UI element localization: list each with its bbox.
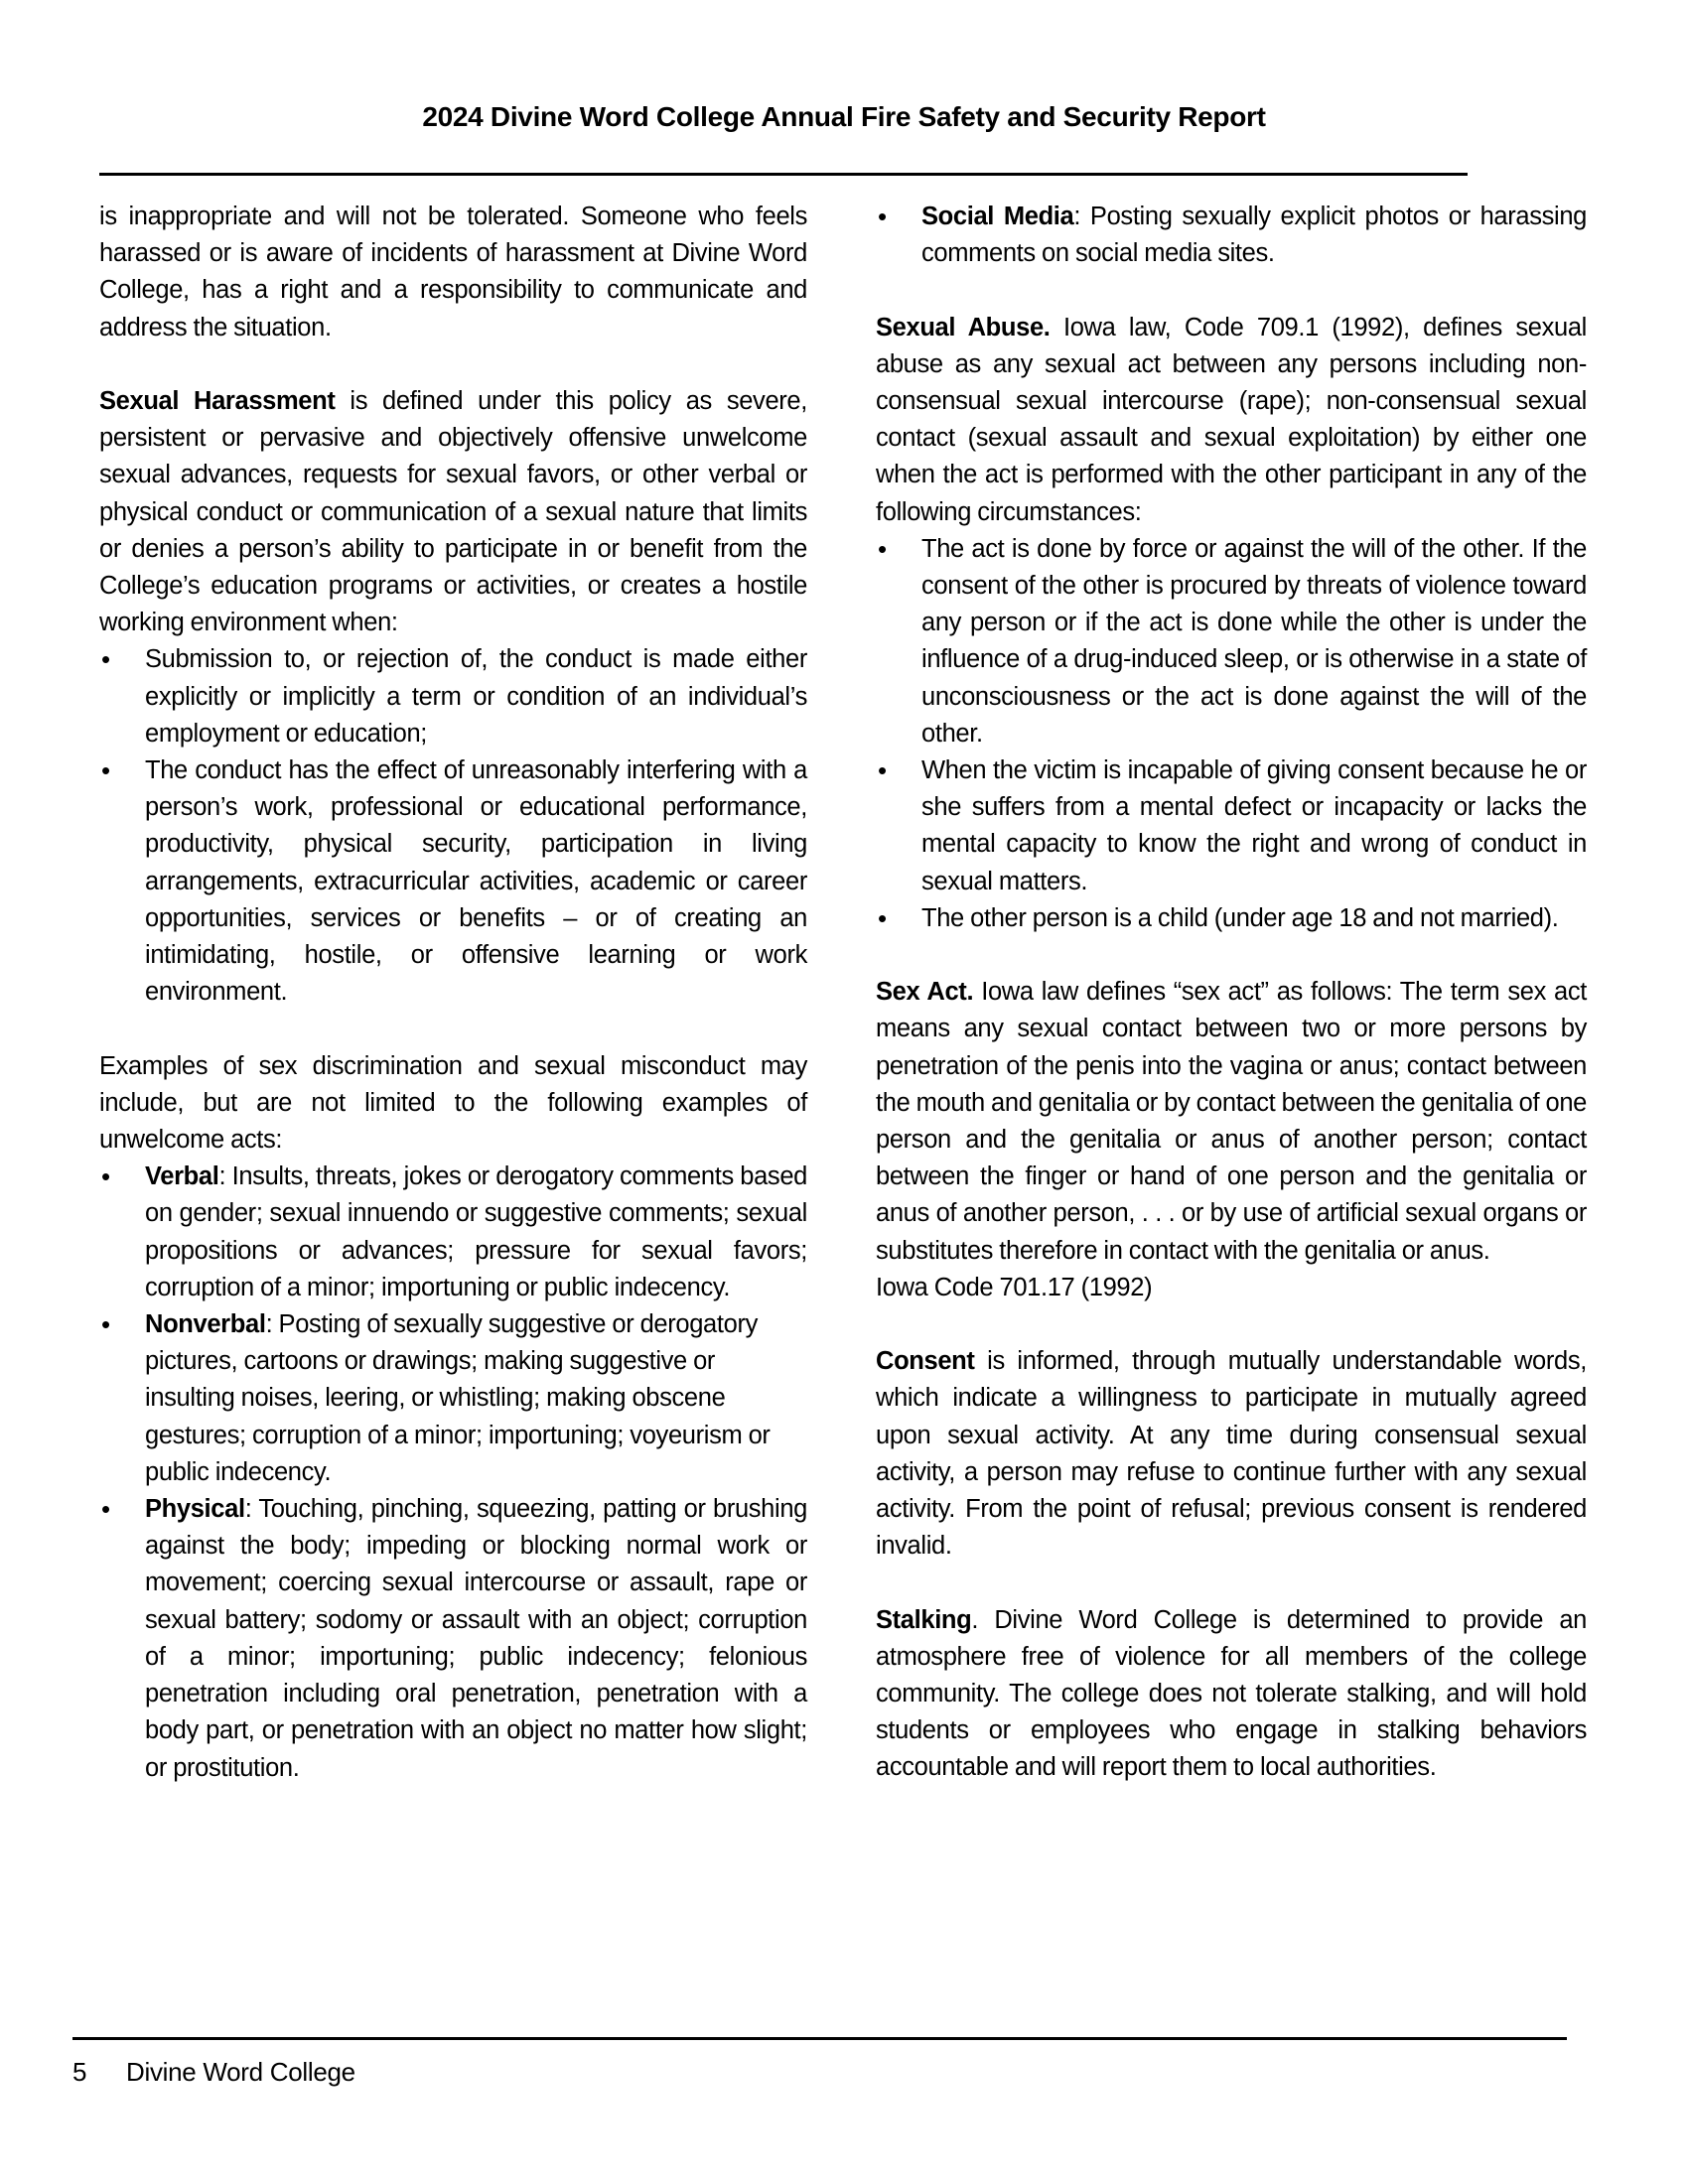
stalking-text: . Divine Word College is determined to provide an atmosphere free of violence for all members of the college community. The college does not tolerate stalking, and will hold students or employees who engage in stalking behaviors accountable and will report them to local authorities. [876, 1605, 1587, 1782]
consent-term: Consent [876, 1347, 975, 1376]
page-footer [72, 2057, 355, 2088]
sexual-harassment-term: Sexual Harassment [99, 387, 336, 415]
list-item: • The conduct has the effect of unreasonably interfering with a person’s work, professional or educational performance, productivity, physical security, participation in living arrangements, extracurricular activities, academic or career opportunities, services or benefits – or of creating an intimidating, hostile, or offensive learning or work environment. [99, 752, 807, 1011]
sex-act-definition: Iowa law defines “sex act” as follows: The term sex act means any sexual contact between two or more persons by penetration of the penis into the vagina or anus; contact between the mouth and genitalia or by contact between the genitalia of one person and the genitalia or anus of another person; contact between the finger or hand of one person and the genitalia or anus of another person, . . . or by use of artificial sexual organs or substitutes therefore in contact with the genitalia or anus. [876, 978, 1587, 1265]
nonverbal-text: : Posting of sexually suggestive or derogatory pictures, cartoons or drawings; making suggestive or insulting noises, leering, or whistling; making obscene gestures; corruption of a minor; importuning; voyeurism or public indecency. [145, 1310, 771, 1486]
stalking-paragraph [876, 1602, 1587, 1787]
left-column [99, 199, 807, 1787]
examples-list [99, 1159, 807, 1786]
sex-act-citation: Iowa Code 701.17 (1992) [876, 1273, 1153, 1301]
sexual-harassment-definition: is defined under this policy as severe, persistent or pervasive and objectively offensive unwelcome sexual advances, requests for sexual favors, or other verbal or physical conduct or communication of a sexual nature that limits or denies a person’s ability to participate in or benefit from the College’s education programs or activities, or creates a hostile working environment when: [99, 387, 807, 637]
social-media-label: Social Media [921, 203, 1074, 230]
verbal-text: : Insults, threats, jokes or derogatory comments based on gender; sexual innuendo or suggestive comments; sexual propositions or advances; pressure for sexual favors; corruption of a minor; importuning or public indecency. [145, 1162, 807, 1301]
examples-intro: Examples of sex discrimination and sexual misconduct may include, but are not limited to the following examples of unwelcome acts: [99, 1051, 807, 1155]
sexual-abuse-circumstances-list [876, 531, 1587, 937]
list-item-physical [99, 1491, 807, 1787]
list-item: • The other person is a child (under age 18 and not married). [876, 900, 1587, 937]
list-item-social-media [876, 199, 1587, 272]
harassment-conditions-list [99, 641, 807, 1011]
physical-label: Physical [145, 1495, 245, 1524]
consent-definition: is informed, through mutually understandable words, which indicate a willingness to participate in mutually agreed upon sexual activity. At any time during consensual sexual activity, a person may refuse to continue further with any sexual activity. From the point of refusal; previous consent is rendered invalid. [876, 1347, 1587, 1561]
footer-label: Divine Word College [126, 2057, 355, 2087]
social-media-list [876, 199, 1587, 272]
verbal-label: Verbal [145, 1162, 219, 1191]
sex-act-term: Sex Act. [876, 978, 974, 1007]
sexual-abuse-paragraph [876, 310, 1587, 531]
list-item: • Submission to, or rejection of, the conduct is made either explicitly or implicitly a term or condition of an individual’s employment or education; [99, 641, 807, 752]
list-item: • The act is done by force or against the will of the other. If the consent of the other is procured by threats of violence toward any person or if the act is done while the other is under the influence of a drug-induced sleep, or is otherwise in a state of unconsciousness or the act is done against the will of the other. [876, 531, 1587, 752]
nonverbal-label: Nonverbal [145, 1310, 266, 1339]
footer-divider [72, 2037, 1567, 2040]
sexual-harassment-paragraph [99, 383, 807, 641]
sexual-abuse-term: Sexual Abuse. [876, 313, 1051, 341]
consent-paragraph [876, 1343, 1587, 1565]
header-divider [99, 173, 1468, 176]
social-media-text: : Posting sexually explicit photos or harassing comments on social media sites. [921, 203, 1587, 268]
sex-act-paragraph [876, 974, 1587, 1306]
right-column [876, 199, 1587, 1787]
stalking-term: Stalking [876, 1605, 972, 1634]
sexual-abuse-definition: Iowa law, Code 709.1 (1992), defines sexual abuse as any sexual act between any persons including non-consensual sexual intercourse (rape); non-consensual sexual contact (sexual assault and sexual exploitation) by either one when the act is performed with the other participant in any of the following circumstances: [876, 313, 1587, 526]
page-header-title: 2024 Divine Word College Annual Fire Safety and Security Report [422, 101, 1266, 132]
intro-paragraph: is inappropriate and will not be tolerated. Someone who feels harassed or is aware of incidents of harassment at Divine Word College, has a right and a responsibility to communicate and address the situation. [99, 203, 807, 341]
list-item-verbal [99, 1159, 807, 1306]
physical-text: : Touching, pinching, squeezing, patting or brushing against the body; impeding or blocking normal work or movement; coercing sexual intercourse or assault, rape or sexual battery; sodomy or assault with an object; corruption of a minor; importuning; public indecency; felonious penetration including oral penetration, penetration with a body part, or penetration with an object no matter how slight; or prostitution. [145, 1495, 807, 1782]
page-number: 5 [72, 2057, 87, 2087]
list-item: • When the victim is incapable of giving consent because he or she suffers from a mental defect or incapacity or lacks the mental capacity to know the right and wrong of conduct in sexual matters. [876, 752, 1587, 900]
list-item-nonverbal [99, 1306, 807, 1491]
